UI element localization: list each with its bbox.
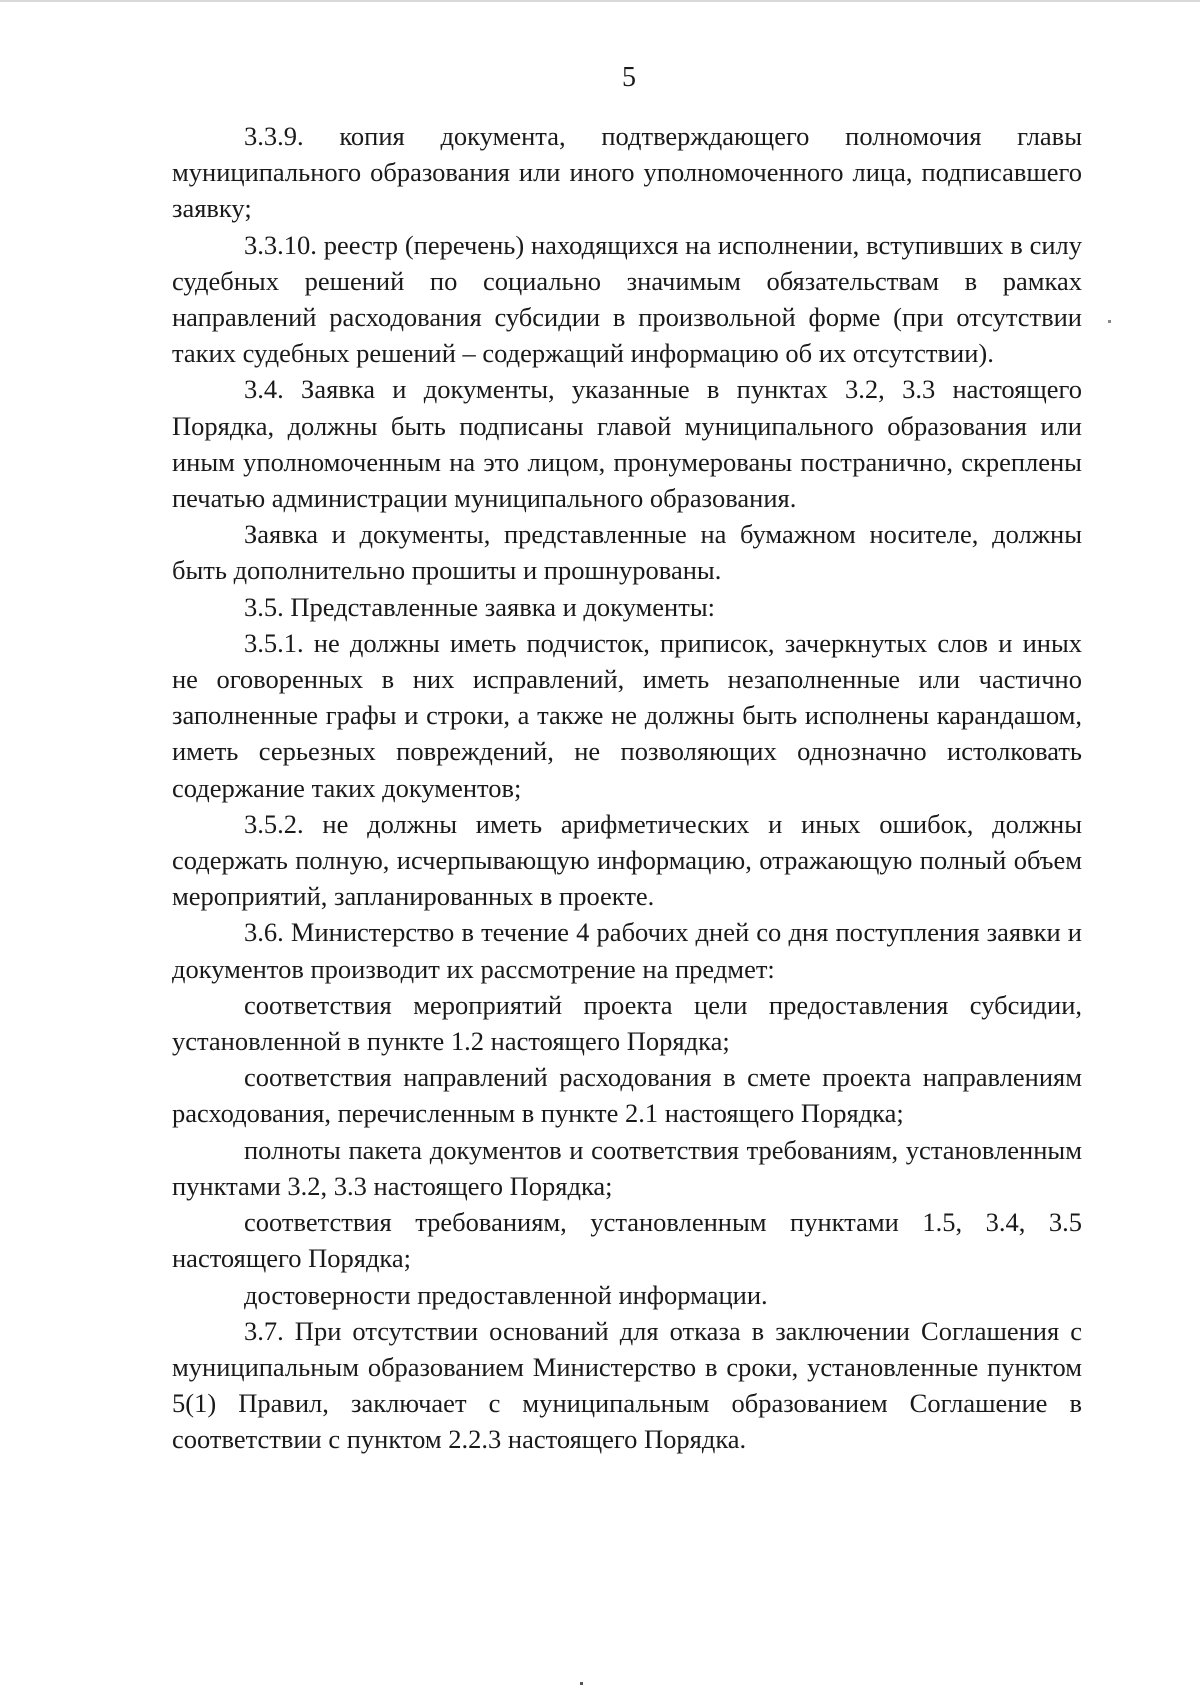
paragraph-3-3-9: 3.3.9. копия документа, подтверждающего полномочия главы муниципального образования или иного уполномоченного лица, подписавшего заявку; [172,121,1082,224]
paragraph-3-5: 3.5. Представленные заявка и документы: [244,591,715,622]
paragraph-3-6-item-1: соответствия мероприятий проекта цели предоставления субсидии, установленной в пункте 1.2 настоящего Порядка; [172,989,1082,1057]
page-number: 5 [622,62,636,93]
paragraph-3-5-1: 3.5.1. не должны иметь подчисток, приписок, зачеркнутых слов и иных не оговоренных в них исправлений, иметь незаполненные или частично заполненные графы и строки, а также не должны быть исполнены карандашом, иметь серьезных повреждений, не позволяющих однозначно истолковать содержание таких документов; [172,627,1082,803]
scan-speck [1108,320,1111,323]
paragraph-3-4-continued: Заявка и документы, представленные на бумажном носителе, должны быть дополнительно прошиты и прошнурованы. [172,519,1082,586]
paragraph-3-6-item-5: достоверности предоставленной информации. [244,1279,768,1310]
paragraph-3-6-item-3: полноты пакета документов и соответствия требованиям, установленным пунктами 3.2, 3.3 настоящего Порядка; [172,1134,1082,1201]
document-body [172,118,1082,1458]
paragraph-3-7: 3.7. При отсутствии оснований для отказа в заключении Соглашения с муниципальным образованием Министерство в сроки, установленные пунктом 5(1) Правил, заключает с муниципальным образованием Соглашение в соответствии с пунктом 2.2.3 настоящего Порядка. [172,1315,1082,1455]
paragraph-3-5-2: 3.5.2. не должны иметь арифметических и иных ошибок, должны содержать полную, исчерпывающую информацию, отражающую полный объем мероприятий, запланированных в проекте. [172,808,1082,912]
paragraph-3-6-item-2: соответствия направлений расходования в смете проекта направлениям расходования, перечисленным в пункте 2.1 настоящего Порядка; [172,1062,1082,1129]
paragraph-3-4: 3.4. Заявка и документы, указанные в пунктах 3.2, 3.3 настоящего Порядка, должны быть подписаны главой муниципального образования или иным уполномоченным на это лицом, пронумерованы постранично, скреплены печатью администрации муниципального образования. [172,374,1082,514]
paragraph-3-6: 3.6. Министерство в течение 4 рабочих дней со дня поступления заявки и документов производит их рассмотрение на предмет: [172,917,1082,984]
paragraph-3-6-item-4: соответствия требованиям, установленным пунктами 1.5, 3.4, 3.5 настоящего Порядка; [172,1207,1082,1274]
paragraph-3-3-10: 3.3.10. реестр (перечень) находящихся на исполнении, вступивших в силу судебных решений по социально значимым обязательствам в рамках направлений расходования субсидии в произвольной форме (при отсутствии таких судебных решений – содержащий информацию об их отсутствии). [172,229,1082,369]
scan-speck-bottom [580,1682,583,1685]
